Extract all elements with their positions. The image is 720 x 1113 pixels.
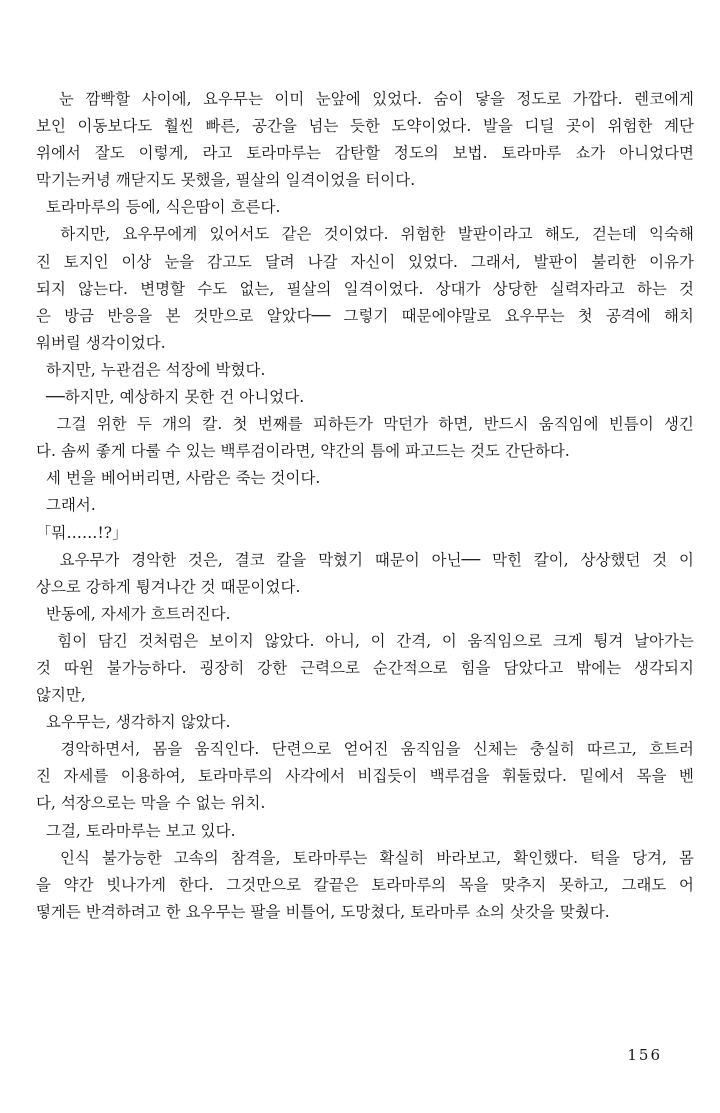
text-line: 떻게든 반격하려고 한 요우무는 팔을 비틀어, 도망쳤다, 토라마루 쇼의 삿갓을 맞췄다.: [36, 902, 610, 921]
text-line: 눈 깜빡할 사이에, 요우무는 이미 눈앞에 있었다. 숨이 닿을 정도로 가깝다. 렌코에게: [36, 90, 694, 108]
text-line: 위에서 잘도 이렇게, 라고 토라마루는 감탄할 정도의 보법. 토라마루 쇼가 아니었다면: [36, 144, 694, 163]
text-line: 요우무가 경악한 것은, 결코 칼을 막혔기 때문이 아닌── 막힌 칼이, 상상했던 것 이: [36, 550, 694, 569]
text-line: 그걸 위한 두 개의 칼. 첫 번째를 피하든가 막던가 하면, 반드시 움직임에 빈틈이 생긴: [36, 415, 694, 434]
text-line: 막기는커녕 깨닫지도 못했을, 필살의 일격이었을 터이다.: [36, 171, 416, 190]
text-line: 것 따윈 불가능하다. 굉장히 강한 근력으로 순간적으로 힘을 담았다고 밖에는 생각되지: [36, 658, 694, 677]
text-line: 요우무는, 생각하지 않았다.: [36, 713, 231, 732]
text-line: 다. 솜씨 좋게 다룰 수 있는 백루검이라면, 약간의 틈에 파고드는 것도 간단하다.: [36, 442, 570, 461]
text-line: 다, 석장으로는 막을 수 없는 위치.: [36, 794, 266, 813]
text-line: 워버릴 생각이었다.: [36, 333, 166, 352]
text-line: 힘이 담긴 것처럼은 보이지 않았다. 아니, 이 간격, 이 움직임으로 크게 튕겨 날아가는: [36, 631, 694, 650]
text-line: 은 방금 반응을 본 것만으로 알았다── 그렇기 때문에야말로 요우무는 첫 공격에 해치: [36, 306, 694, 325]
text-line: 토라마루의 등에, 식은땀이 흐른다.: [36, 198, 281, 217]
text-line: 진 토지인 이상 눈을 감고도 달려 나갈 자신이 있었다. 그래서, 발판이 불리한 이유가: [36, 252, 694, 271]
body-text: [36, 86, 694, 926]
text-line: 하지만, 요우무에게 있어서도 같은 것이었다. 위험한 발판이라고 해도, 걷는데 익숙해: [36, 225, 694, 244]
text-line: 보인 이동보다도 훨씬 빠른, 공간을 넘는 듯한 도약이었다. 발을 디딜 곳이 위험한 계단: [36, 117, 694, 136]
text-line: 을 약간 빗나가게 한다. 그것만으로 칼끝은 토라마루의 목을 맞추지 못하고, 그래도 어: [36, 875, 694, 894]
text-line: 경악하면서, 몸을 움직인다. 단련으로 얻어진 움직임을 신체는 충실히 따르고, 흐트러: [36, 740, 694, 759]
page-number: 156: [627, 1046, 662, 1064]
text-line: 반동에, 자세가 흐트러진다.: [36, 604, 231, 623]
text-line: 그걸, 토라마루는 보고 있다.: [36, 821, 236, 840]
text-line: 되지 않는다. 변명할 수도 없는, 필살의 일격이었다. 상대가 상당한 실력자라고 하는 것: [36, 279, 694, 298]
text-line: 하지만, 누관검은 석장에 박혔다.: [36, 360, 266, 379]
text-line: 진 자세를 이용하여, 토라마루의 사각에서 비집듯이 백루검을 휘둘렀다. 밑에서 목을 벤: [36, 767, 694, 786]
text-line: 세 번을 베어버리면, 사람은 죽는 것이다.: [36, 469, 321, 488]
text-line: 「뭐……!?」: [36, 523, 128, 542]
text-line: 그래서.: [36, 496, 96, 515]
text-line: 상으로 강하게 튕겨나간 것 때문이었다.: [36, 577, 301, 596]
text-line: ──하지만, 예상하지 못한 건 아니었다.: [36, 388, 305, 407]
text-line: 않지만,: [36, 686, 86, 705]
text-line: 인식 불가능한 고속의 참격을, 토라마루는 확실히 바라보고, 확인했다. 턱을 당겨, 몸: [36, 848, 694, 867]
